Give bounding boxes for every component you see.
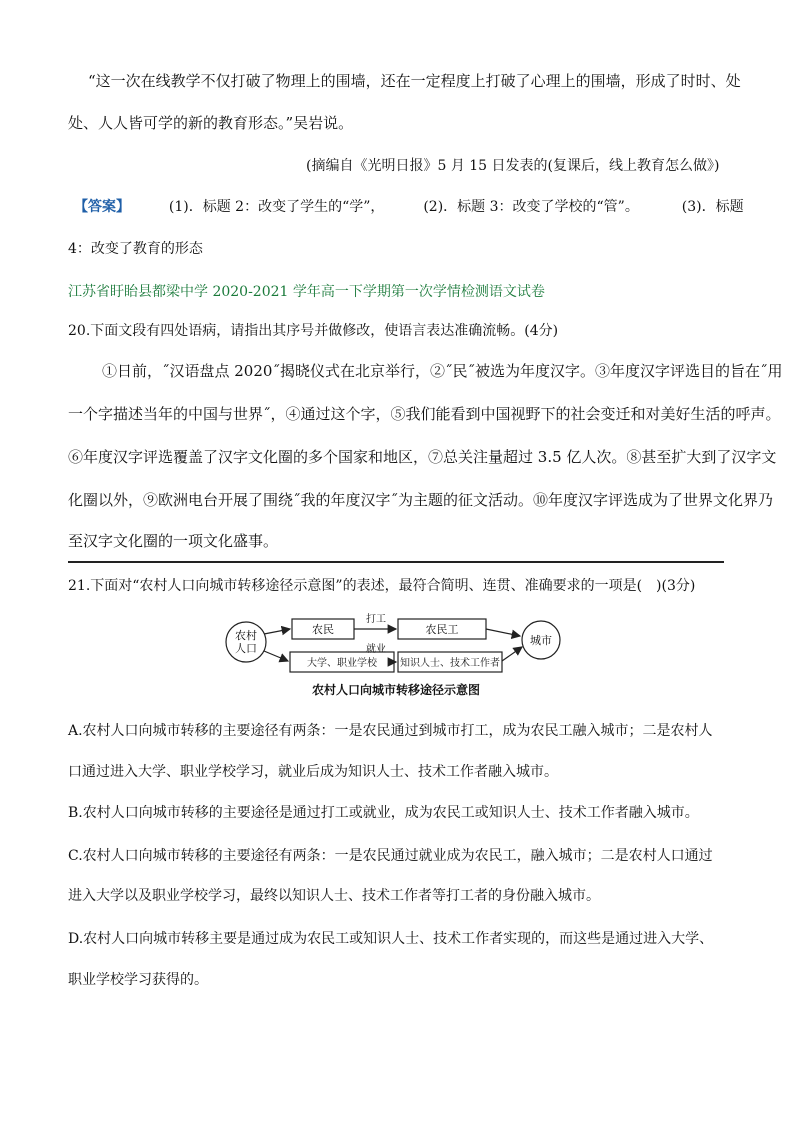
q21-option-d-line-1: D.农村人口向城市转移主要是通过成为农民工或知识人士、技术工作者实现的，而这些是通过进入大学、 <box>68 931 714 947</box>
source-title: 江苏省盱眙县都梁中学 2020-2021 学年高一下学期第一次学情检测语文试卷 <box>68 284 545 300</box>
passage-line-2: 处、人人皆可学的新的教育形态。”吴岩说。 <box>68 114 354 132</box>
rural-label-2: 人口 <box>235 642 257 655</box>
migrant-label: 农民工 <box>425 623 459 636</box>
q21-option-a-line-1: A.农村人口向城市转移的主要途径有两条：一是农民通过到城市打工，成为农民工融入城市；二是农村人 <box>68 723 713 739</box>
arrow-professional-city <box>502 647 522 661</box>
city-label: 城市 <box>530 634 552 647</box>
answer-tag: 【答案】 <box>74 199 130 215</box>
q21-option-b: B.农村人口向城市转移的主要途径是通过打工或就业，成为农民工或知识人士、技术工作者融入城市。 <box>68 805 699 821</box>
diagram-caption: 农村人口向城市转移途径示意图 <box>311 683 481 697</box>
q21-option-c-line-1: C.农村人口向城市转移的主要途径有两条：一是农民通过就业成为农民工，融入城市；二是农村人口通过 <box>68 848 713 864</box>
q20-line-5: 至汉字文化圈的一项文化盛事。 <box>68 532 279 550</box>
arrow-migrant-city <box>486 629 520 636</box>
q21-option-a-line-2: 口通过进入大学、职业学校学习，就业后成为知识人士、技术工作者融入城市。 <box>68 764 558 780</box>
answer-item-2: (2)．标题 3：改变了学校的“管”。 <box>423 199 639 215</box>
label-work: 打工 <box>366 614 386 625</box>
answer-line <box>74 196 744 218</box>
college-label: 大学、职业学校 <box>307 658 377 669</box>
q20-line-1: ①日前，˝汉语盘点 2020˝揭晓仪式在北京举行，②˝民˝被选为年度汉字。③年度汉字评选目的旨在˝用 <box>102 362 783 380</box>
q21-stem: 21.下面对“农村人口向城市转移途径示意图”的表述，最符合简明、连贯、准确要求的一项是( )(3分) <box>68 578 696 594</box>
answer-item-1: (1)．标题 2：改变了学生的“学”， <box>168 199 385 215</box>
q20-line-2: 一个字描述当年的中国与世界˝，④通过这个字，⑤我们能看到中国视野下的社会变迁和对美好生活的呼声。 <box>68 405 781 423</box>
answer-line-2: 4：改变了教育的形态 <box>68 241 203 257</box>
q20-line-4: 化圈以外，⑨欧洲电台开展了围绕˝我的年度汉字˝为主题的征文活动。⑩年度汉字评选成为了世界文化界乃 <box>68 491 774 509</box>
professional-label: 知识人士、技术工作者 <box>400 658 500 669</box>
section-divider <box>68 561 724 563</box>
q20-line-3: ⑥年度汉字评选覆盖了汉字文化圈的多个国家和地区，⑦总关注量超过 3.5 亿人次。⑧甚至扩大到了汉字文 <box>68 448 777 466</box>
q21-option-c-line-2: 进入大学以及职业学校学习，最终以知识人士、技术工作者等打工者的身份融入城市。 <box>68 888 600 904</box>
answer-item-3: (3)．标题 <box>681 199 744 215</box>
arrow-rural-college <box>264 651 288 661</box>
q21-option-d-line-2: 职业学校学习获得的。 <box>68 972 208 988</box>
rural-label-1: 农村 <box>235 629 257 642</box>
label-job: 就业 <box>366 644 386 655</box>
arrow-rural-farmer <box>264 629 290 634</box>
q20-stem: 20.下面文段有四处语病，请指出其序号并做修改，使语言表达准确流畅。(4分) <box>68 323 559 339</box>
passage-line-1: “这一次在线教学不仅打破了物理上的围墙，还在一定程度上打破了心理上的围墙，形成了时时、处 <box>88 72 741 90</box>
passage-citation: (摘编自《光明日报》5 月 15 日发表的(复课后，线上教育怎么做》) <box>306 158 720 174</box>
migration-diagram <box>224 606 568 702</box>
farmer-label: 农民 <box>312 623 334 636</box>
